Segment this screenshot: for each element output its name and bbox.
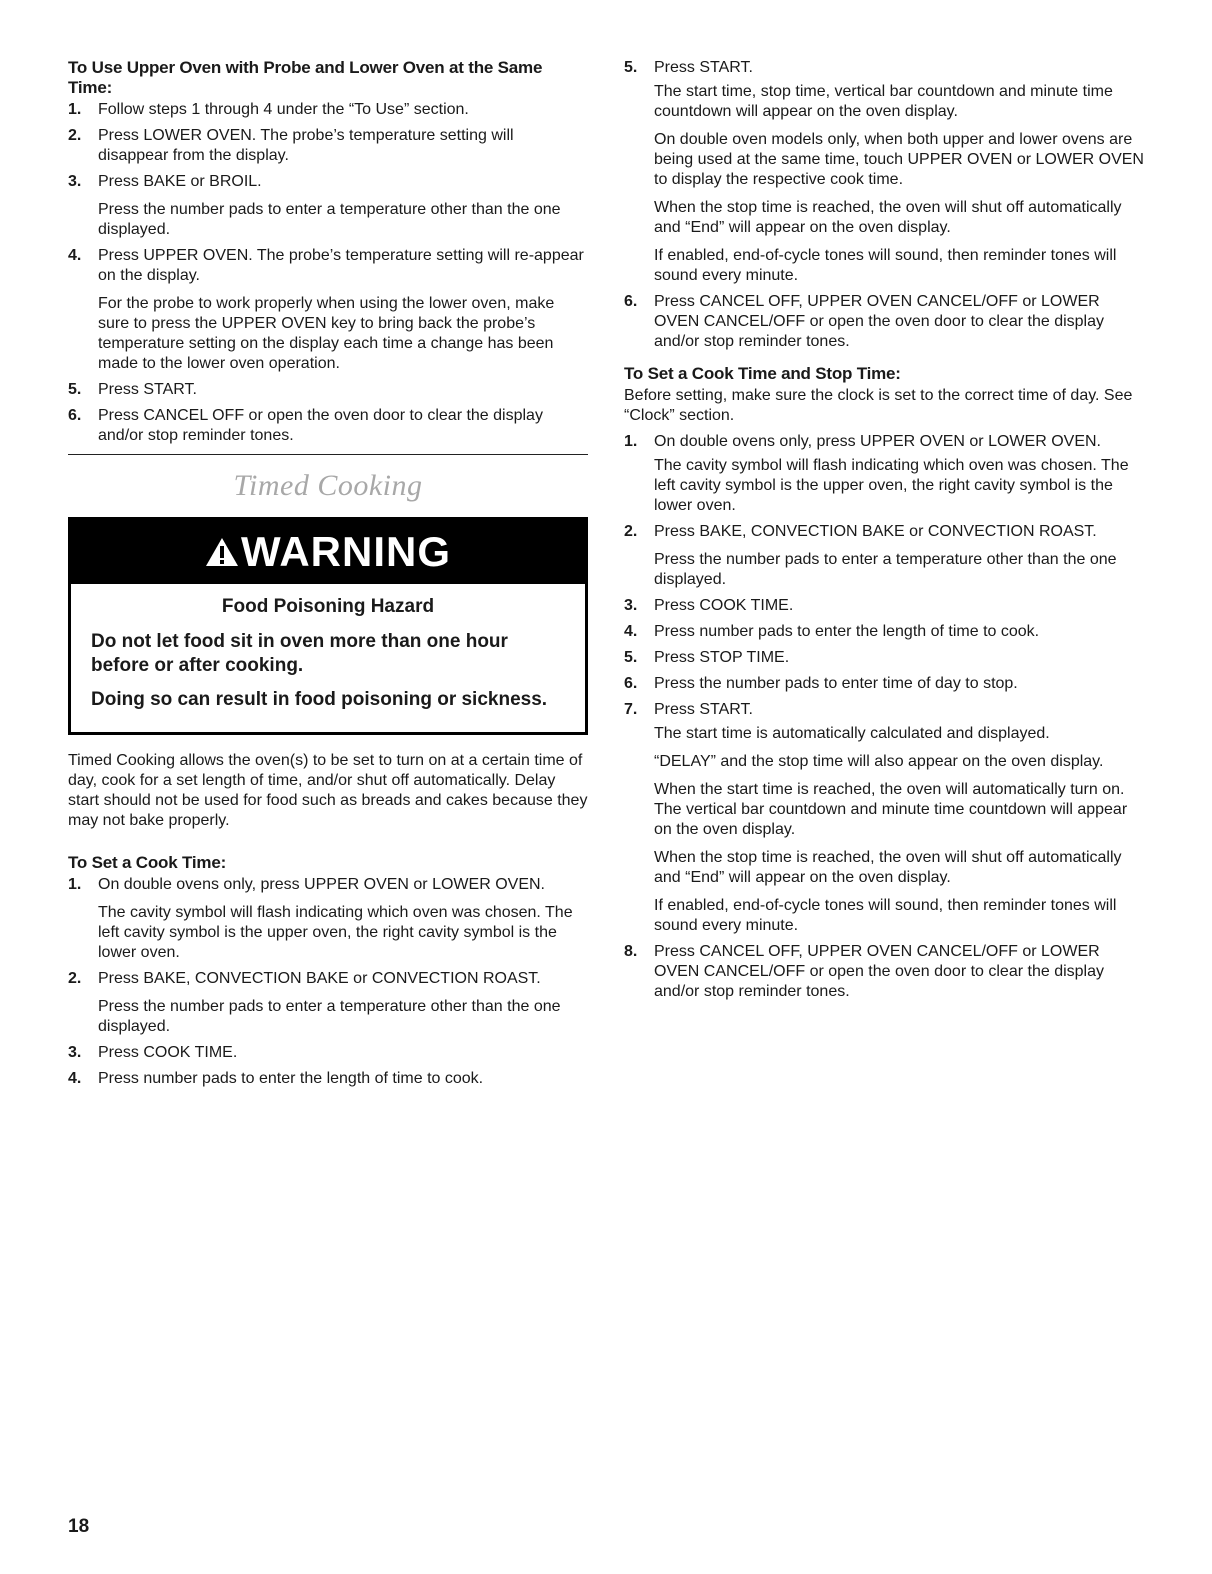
- step-number: 4.: [68, 1070, 82, 1087]
- step-number: 2.: [68, 127, 82, 144]
- step-text: Press COOK TIME.: [654, 597, 794, 614]
- step-note: For the probe to work properly when using the lower oven, make sure to press the UPPER OVEN key to bring back the probe’s temperature setting on the display each time a change has been made to the lower oven operation.: [98, 295, 555, 372]
- step-text: Press START.: [98, 381, 197, 398]
- list-item: [624, 700, 1144, 936]
- list-item: [624, 674, 1144, 694]
- step-number: 4.: [68, 247, 82, 264]
- cook-time-heading: To Set a Cook Time:: [68, 853, 227, 872]
- warning-triangle-icon: [205, 537, 239, 567]
- list-item: [624, 942, 1144, 1002]
- list-item: [624, 596, 1144, 616]
- step-note: When the stop time is reached, the oven will shut off automatically and “End” will appear on the oven display.: [654, 199, 1122, 236]
- stop-time-intro: Before setting, make sure the clock is set to the correct time of day. See “Clock” section.: [624, 387, 1133, 424]
- step-note: The start time, stop time, vertical bar countdown and minute time countdown will appear on the oven display.: [654, 83, 1113, 120]
- step-text: Press the number pads to enter time of day to stop.: [654, 675, 1018, 692]
- step-text: Press BAKE, CONVECTION BAKE or CONVECTION ROAST.: [654, 523, 1097, 540]
- step-number: 2.: [68, 970, 82, 987]
- step-note: Press the number pads to enter a temperature other than the one displayed.: [98, 998, 561, 1035]
- list-item: [68, 969, 588, 1037]
- step-note: When the stop time is reached, the oven will shut off automatically and “End” will appear on the oven display.: [654, 849, 1122, 886]
- warning-line: Do not let food sit in oven more than one hour before or after cooking.: [91, 631, 508, 676]
- list-item: [68, 1069, 588, 1089]
- step-number: 4.: [624, 623, 638, 640]
- page-number: 18: [68, 1516, 90, 1537]
- step-number: 3.: [68, 1044, 82, 1061]
- list-item: [68, 875, 588, 963]
- step-number: 5.: [68, 381, 82, 398]
- list-item: [68, 406, 588, 446]
- step-text: Press number pads to enter the length of time to cook.: [98, 1070, 484, 1087]
- step-text: Press CANCEL OFF, UPPER OVEN CANCEL/OFF or LOWER OVEN CANCEL/OFF or open the oven door to clear the display and/or stop reminder tones.: [654, 293, 1104, 350]
- left-column: [68, 58, 588, 1095]
- step-text: On double ovens only, press UPPER OVEN or LOWER OVEN.: [654, 433, 1101, 450]
- list-item: [624, 648, 1144, 668]
- step-number: 1.: [68, 876, 82, 893]
- step-text: Press BAKE, CONVECTION BAKE or CONVECTION ROAST.: [98, 970, 541, 987]
- step-number: 8.: [624, 943, 638, 960]
- step-number: 1.: [624, 433, 638, 450]
- step-number: 5.: [624, 59, 638, 76]
- step-number: 5.: [624, 649, 638, 666]
- list-item: [68, 380, 588, 400]
- step-note: Press the number pads to enter a temperature other than the one displayed.: [98, 201, 561, 238]
- warning-label: WARNING: [241, 528, 451, 575]
- list-item: [624, 292, 1144, 352]
- step-text: Press UPPER OVEN. The probe’s temperature setting will re-appear on the display.: [98, 247, 584, 284]
- timed-intro: Timed Cooking allows the oven(s) to be set to turn on at a certain time of day, cook for a set length of time, and/or shut off automatically. Delay start should not be used for food such as breads and cakes because they may not bake properly.: [68, 752, 588, 829]
- stop-time-heading: To Set a Cook Time and Stop Time:: [624, 364, 901, 383]
- step-text: Press BAKE or BROIL.: [98, 173, 262, 190]
- warning-body: [71, 584, 585, 732]
- list-item: [624, 432, 1144, 516]
- step-text: Press COOK TIME.: [98, 1044, 238, 1061]
- list-item: [68, 1043, 588, 1063]
- step-note: If enabled, end-of-cycle tones will sound, then reminder tones will sound every minute.: [654, 247, 1117, 284]
- step-number: 1.: [68, 101, 82, 118]
- list-item: [68, 126, 588, 166]
- step-note: Press the number pads to enter a temperature other than the one displayed.: [654, 551, 1117, 588]
- step-number: 7.: [624, 701, 638, 718]
- step-text: Press START.: [654, 701, 753, 718]
- step-number: 6.: [624, 293, 638, 310]
- step-note: If enabled, end-of-cycle tones will sound, then reminder tones will sound every minute.: [654, 897, 1117, 934]
- list-item: [624, 622, 1144, 642]
- warning-header: [71, 520, 585, 584]
- step-text: Press LOWER OVEN. The probe’s temperature setting will disappear from the display.: [98, 127, 514, 164]
- step-note: The cavity symbol will flash indicating which oven was chosen. The left cavity symbol is the upper oven, the right cavity symbol is the lower oven.: [98, 904, 573, 961]
- step-number: 3.: [68, 173, 82, 190]
- step-note: On double oven models only, when both upper and lower ovens are being used at the same time, touch UPPER OVEN or LOWER OVEN to display the respective cook time.: [654, 131, 1144, 188]
- step-number: 6.: [624, 675, 638, 692]
- warning-line: Doing so can result in food poisoning or sickness.: [91, 689, 548, 710]
- section-title: Timed Cooking: [233, 469, 423, 502]
- right-column: [624, 58, 1144, 1008]
- list-item: [68, 172, 588, 240]
- step-note: The start time is automatically calculated and displayed.: [654, 725, 1050, 742]
- probe-heading: To Use Upper Oven with Probe and Lower Oven at the Same Time:: [68, 58, 543, 97]
- step-text: On double ovens only, press UPPER OVEN or LOWER OVEN.: [98, 876, 545, 893]
- step-note: The cavity symbol will flash indicating which oven was chosen. The left cavity symbol is the upper oven, the right cavity symbol is the lower oven.: [654, 457, 1129, 514]
- step-text: Press START.: [654, 59, 753, 76]
- step-text: Press CANCEL OFF, UPPER OVEN CANCEL/OFF or LOWER OVEN CANCEL/OFF or open the oven door to clear the display and/or stop reminder tones.: [654, 943, 1104, 1000]
- step-note: When the start time is reached, the oven will automatically turn on. The vertical bar countdown and minute time countdown will appear on the oven display.: [654, 781, 1128, 838]
- list-item: [68, 100, 588, 120]
- step-number: 2.: [624, 523, 638, 540]
- list-item: [624, 58, 1144, 286]
- list-item: [68, 246, 588, 374]
- step-text: Press STOP TIME.: [654, 649, 790, 666]
- step-number: 6.: [68, 407, 82, 424]
- hazard-title: Food Poisoning Hazard: [221, 596, 435, 617]
- step-note: “DELAY” and the stop time will also appear on the oven display.: [654, 753, 1104, 770]
- step-text: Press CANCEL OFF or open the oven door to clear the display and/or stop reminder tones.: [98, 407, 543, 444]
- step-text: Follow steps 1 through 4 under the “To Use” section.: [98, 101, 469, 118]
- list-item: [624, 522, 1144, 590]
- warning-box: [68, 517, 588, 735]
- step-number: 3.: [624, 597, 638, 614]
- step-text: Press number pads to enter the length of time to cook.: [654, 623, 1040, 640]
- section-divider: [68, 454, 588, 455]
